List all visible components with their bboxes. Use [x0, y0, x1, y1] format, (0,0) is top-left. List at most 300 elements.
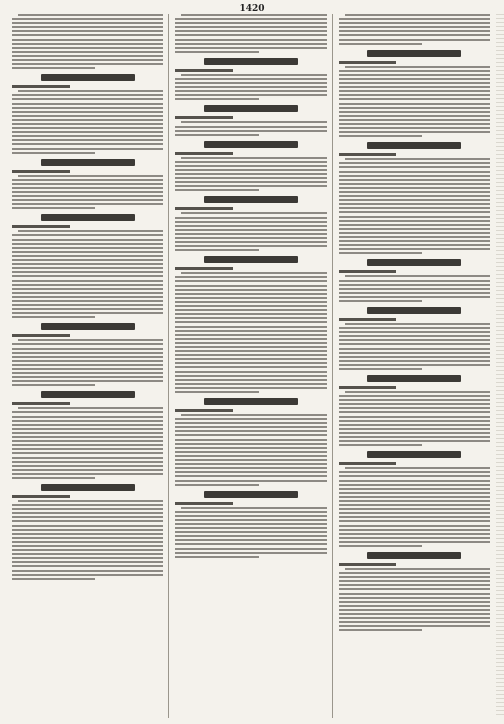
- text-line: [339, 90, 490, 92]
- text-line: [18, 407, 163, 409]
- text-line: [18, 230, 163, 232]
- text-line: [12, 352, 163, 354]
- dateline: [175, 502, 233, 505]
- text-line: [339, 416, 490, 418]
- text-line: [175, 451, 326, 453]
- text-line: [339, 115, 490, 117]
- text-line: [339, 613, 490, 615]
- text-line: [175, 418, 326, 420]
- text-line: [175, 241, 326, 243]
- dateline: [175, 69, 233, 72]
- text-line: [339, 480, 490, 482]
- text-line: [12, 123, 163, 125]
- text-line: [339, 195, 490, 197]
- text-line: [339, 593, 490, 595]
- dateline: [12, 495, 70, 498]
- text-line: [12, 343, 163, 345]
- article: [339, 552, 490, 631]
- text-line: [175, 173, 326, 175]
- article: [12, 391, 163, 479]
- text-line: [12, 139, 163, 141]
- text-line: [339, 500, 490, 502]
- text-line: [339, 300, 422, 302]
- text-line: [12, 94, 163, 96]
- text-line: [175, 439, 326, 441]
- text-line: [339, 403, 490, 405]
- text-line: [339, 162, 490, 164]
- text-line: [339, 228, 490, 230]
- text-line: [12, 561, 163, 563]
- text-line: [339, 179, 490, 181]
- text-line: [12, 18, 163, 20]
- text-line: [12, 512, 163, 514]
- text-line: [18, 339, 163, 341]
- text-line: [175, 297, 326, 299]
- text-line: [339, 525, 490, 527]
- article: [175, 58, 326, 101]
- text-line: [12, 368, 163, 370]
- text-line: [175, 379, 326, 381]
- text-line: [339, 444, 422, 446]
- article-heading: [41, 391, 135, 398]
- page-number: 1420: [239, 4, 265, 14]
- text-line: [339, 471, 490, 473]
- dateline: [12, 225, 70, 228]
- text-line: [339, 520, 490, 522]
- text-line: [12, 203, 163, 205]
- dateline: [12, 402, 70, 405]
- text-line: [175, 463, 326, 465]
- text-line: [339, 584, 490, 586]
- text-line: [175, 484, 258, 486]
- text-line: [175, 177, 326, 179]
- article-heading: [204, 491, 298, 498]
- text-line: [175, 165, 326, 167]
- text-line: [12, 420, 163, 422]
- text-line: [175, 317, 326, 319]
- text-line: [339, 364, 490, 366]
- text-line: [339, 629, 422, 631]
- article: [175, 398, 326, 486]
- text-line: [12, 308, 163, 310]
- text-line: [12, 39, 163, 41]
- text-line: [12, 356, 163, 358]
- article: [175, 141, 326, 192]
- text-line: [175, 34, 326, 36]
- text-line: [175, 375, 326, 377]
- text-line: [339, 545, 422, 547]
- text-line: [175, 552, 326, 554]
- text-line: [175, 467, 326, 469]
- text-line: [12, 263, 163, 265]
- text-line: [339, 203, 490, 205]
- text-line: [339, 78, 490, 80]
- text-line: [12, 452, 163, 454]
- text-line: [175, 480, 326, 482]
- text-line: [339, 18, 490, 20]
- article-heading: [367, 307, 461, 314]
- text-line: [339, 343, 490, 345]
- text-line: [12, 191, 163, 193]
- text-line: [339, 292, 490, 294]
- text-line: [175, 249, 258, 251]
- article: [339, 50, 490, 138]
- text-line: [339, 533, 490, 535]
- dateline: [339, 563, 397, 566]
- article: [175, 256, 326, 393]
- text-line: [339, 436, 490, 438]
- text-line: [175, 543, 326, 545]
- text-line: [12, 143, 163, 145]
- text-line: [339, 395, 490, 397]
- text-line: [12, 529, 163, 531]
- text-line: [18, 500, 163, 502]
- text-line: [339, 34, 490, 36]
- text-line: [12, 187, 163, 189]
- article-heading: [367, 50, 461, 57]
- text-line: [175, 51, 258, 53]
- text-line: [339, 127, 490, 129]
- text-line: [175, 426, 326, 428]
- text-line: [175, 43, 326, 45]
- text-line: [339, 43, 422, 45]
- text-line: [12, 247, 163, 249]
- text-line: [18, 175, 163, 177]
- text-line: [339, 171, 490, 173]
- article-heading: [204, 196, 298, 203]
- text-line: [339, 588, 490, 590]
- text-line: [12, 440, 163, 442]
- text-line: [12, 67, 95, 69]
- article-heading: [367, 259, 461, 266]
- text-line: [339, 216, 490, 218]
- article-heading: [41, 74, 135, 81]
- text-line: [339, 440, 490, 442]
- text-line: [175, 189, 258, 191]
- column-left: [12, 14, 169, 718]
- article-columns: [12, 14, 490, 718]
- text-line: [175, 548, 326, 550]
- article: [12, 484, 163, 580]
- text-line: [18, 14, 163, 16]
- text-line: [12, 259, 163, 261]
- dateline: [339, 462, 397, 465]
- text-line: [345, 391, 490, 393]
- text-line: [181, 507, 326, 509]
- text-line: [345, 323, 490, 325]
- text-line: [339, 224, 490, 226]
- text-line: [175, 330, 326, 332]
- article: [12, 74, 163, 153]
- text-line: [12, 243, 163, 245]
- text-line: [12, 448, 163, 450]
- column-middle: [175, 14, 332, 718]
- text-line: [339, 82, 490, 84]
- text-line: [339, 352, 490, 354]
- text-line: [175, 346, 326, 348]
- text-line: [12, 312, 163, 314]
- text-line: [339, 30, 490, 32]
- text-line: [175, 285, 326, 287]
- article-heading: [204, 141, 298, 148]
- text-line: [339, 240, 490, 242]
- text-line: [12, 135, 163, 137]
- text-line: [12, 508, 163, 510]
- text-line: [175, 289, 326, 291]
- text-line: [12, 457, 163, 459]
- article: [339, 142, 490, 254]
- text-line: [12, 127, 163, 129]
- text-line: [339, 529, 490, 531]
- text-line: [175, 362, 326, 364]
- text-line: [12, 432, 163, 434]
- text-line: [175, 511, 326, 513]
- text-line: [12, 292, 163, 294]
- text-line: [18, 90, 163, 92]
- text-line: [175, 531, 326, 533]
- dateline: [175, 409, 233, 412]
- text-line: [12, 63, 163, 65]
- dateline: [12, 170, 70, 173]
- text-line: [12, 119, 163, 121]
- text-line: [12, 288, 163, 290]
- text-line: [12, 251, 163, 253]
- text-line: [339, 39, 490, 41]
- article-heading: [367, 142, 461, 149]
- text-line: [339, 131, 490, 133]
- text-line: [339, 166, 490, 168]
- text-line: [12, 411, 163, 413]
- text-line: [339, 512, 490, 514]
- article: [339, 307, 490, 370]
- text-line: [12, 376, 163, 378]
- text-line: [12, 275, 163, 277]
- text-line: [12, 267, 163, 269]
- text-line: [175, 515, 326, 517]
- text-line: [12, 179, 163, 181]
- text-line: [339, 368, 422, 370]
- article-heading: [367, 451, 461, 458]
- column-right: [339, 14, 490, 718]
- text-line: [12, 553, 163, 555]
- text-line: [339, 348, 490, 350]
- text-line: [175, 233, 326, 235]
- text-line: [339, 123, 490, 125]
- text-line: [12, 199, 163, 201]
- text-line: [339, 580, 490, 582]
- text-line: [12, 284, 163, 286]
- text-line: [175, 354, 326, 356]
- text-line: [12, 516, 163, 518]
- text-line: [175, 556, 258, 558]
- text-line: [12, 504, 163, 506]
- text-line: [339, 399, 490, 401]
- text-line: [175, 434, 326, 436]
- text-line: [12, 570, 163, 572]
- text-line: [175, 221, 326, 223]
- text-line: [175, 82, 326, 84]
- text-line: [12, 148, 163, 150]
- text-line: [339, 220, 490, 222]
- dateline: [339, 153, 397, 156]
- text-line: [175, 94, 326, 96]
- text-line: [12, 541, 163, 543]
- text-line: [175, 293, 326, 295]
- text-line: [175, 430, 326, 432]
- dateline: [339, 318, 397, 321]
- article: [12, 214, 163, 318]
- text-line: [339, 411, 490, 413]
- text-line: [175, 471, 326, 473]
- text-line: [12, 115, 163, 117]
- text-line: [339, 103, 490, 105]
- text-line: [339, 211, 490, 213]
- text-line: [12, 436, 163, 438]
- text-line: [175, 185, 326, 187]
- text-line: [339, 296, 490, 298]
- text-line: [339, 537, 490, 539]
- dateline: [175, 116, 233, 119]
- text-line: [175, 169, 326, 171]
- text-line: [12, 465, 163, 467]
- article-heading: [204, 58, 298, 65]
- text-line: [12, 296, 163, 298]
- text-line: [339, 22, 490, 24]
- text-line: [175, 161, 326, 163]
- text-line: [175, 305, 326, 307]
- text-line: [175, 130, 326, 132]
- text-line: [175, 126, 326, 128]
- article: [175, 105, 326, 135]
- text-line: [339, 232, 490, 234]
- article-heading: [41, 484, 135, 491]
- text-line: [175, 338, 326, 340]
- text-line: [175, 313, 326, 315]
- article: [175, 491, 326, 558]
- text-line: [339, 428, 490, 430]
- dateline: [175, 207, 233, 210]
- text-line: [12, 43, 163, 45]
- text-line: [339, 94, 490, 96]
- text-line: [12, 461, 163, 463]
- text-line: [12, 444, 163, 446]
- text-line: [339, 207, 490, 209]
- text-line: [175, 237, 326, 239]
- text-line: [12, 360, 163, 362]
- text-line: [175, 181, 326, 183]
- text-line: [339, 492, 490, 494]
- text-line: [12, 473, 163, 475]
- text-line: [175, 326, 326, 328]
- text-line: [175, 225, 326, 227]
- text-line: [339, 284, 490, 286]
- text-line: [339, 576, 490, 578]
- text-line: [175, 47, 326, 49]
- text-line: [175, 309, 326, 311]
- article: [175, 196, 326, 251]
- text-line: [345, 275, 490, 277]
- text-line: [175, 455, 326, 457]
- text-line: [339, 475, 490, 477]
- text-line: [12, 477, 95, 479]
- text-line: [339, 175, 490, 177]
- text-line: [181, 157, 326, 159]
- text-line: [339, 432, 490, 434]
- text-line: [339, 424, 490, 426]
- text-line: [175, 523, 326, 525]
- article-heading: [367, 375, 461, 382]
- text-line: [12, 255, 163, 257]
- text-line: [175, 475, 326, 477]
- text-line: [175, 26, 326, 28]
- text-line: [339, 74, 490, 76]
- text-line: [175, 39, 326, 41]
- article-heading: [204, 256, 298, 263]
- text-line: [12, 380, 163, 382]
- article-heading: [204, 398, 298, 405]
- article: [12, 14, 163, 69]
- text-line: [12, 469, 163, 471]
- text-line: [339, 508, 490, 510]
- text-line: [175, 229, 326, 231]
- text-line: [175, 387, 326, 389]
- text-line: [12, 348, 163, 350]
- text-line: [12, 234, 163, 236]
- text-line: [175, 519, 326, 521]
- text-line: [175, 391, 258, 393]
- article-heading: [367, 552, 461, 559]
- text-line: [339, 541, 490, 543]
- text-line: [12, 239, 163, 241]
- text-line: [345, 158, 490, 160]
- text-line: [175, 321, 326, 323]
- dateline: [339, 61, 397, 64]
- text-line: [339, 327, 490, 329]
- text-line: [175, 30, 326, 32]
- text-line: [339, 252, 422, 254]
- text-line: [12, 195, 163, 197]
- text-line: [175, 134, 258, 136]
- text-line: [339, 617, 490, 619]
- text-line: [339, 248, 490, 250]
- article-heading: [41, 159, 135, 166]
- article-heading: [41, 214, 135, 221]
- text-line: [345, 467, 490, 469]
- article: [339, 14, 490, 45]
- text-line: [339, 191, 490, 193]
- text-line: [175, 280, 326, 282]
- text-line: [339, 356, 490, 358]
- text-line: [175, 301, 326, 303]
- text-line: [181, 14, 326, 16]
- text-line: [339, 625, 490, 627]
- text-line: [12, 304, 163, 306]
- text-line: [175, 217, 326, 219]
- text-line: [339, 70, 490, 72]
- text-line: [12, 55, 163, 57]
- text-line: [12, 316, 95, 318]
- text-line: [175, 90, 326, 92]
- text-line: [12, 47, 163, 49]
- text-line: [175, 527, 326, 529]
- text-line: [175, 459, 326, 461]
- text-line: [175, 422, 326, 424]
- text-line: [345, 568, 490, 570]
- text-line: [175, 22, 326, 24]
- dateline: [12, 334, 70, 337]
- text-line: [12, 98, 163, 100]
- text-line: [12, 428, 163, 430]
